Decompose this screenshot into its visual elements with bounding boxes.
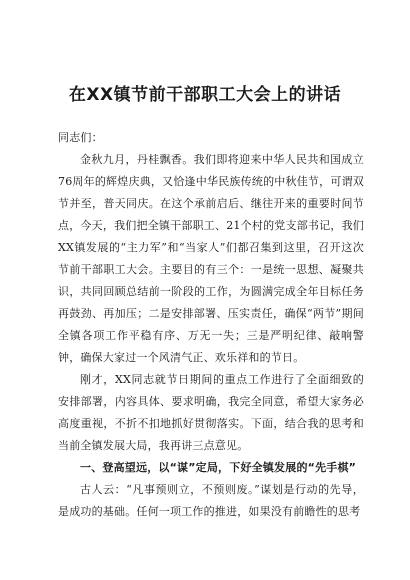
paragraph-arrangement: 刚才，XX同志就节日期间的重点工作进行了全面细致的安排部署，内容具体、要求明确，我完全同意，希望大家务必高度重视，不折不扣地抓好贯彻落实。下面，结合我的思考和当前全镇发展大局，我再讲三点意见。 — [58, 373, 364, 452]
document-body — [58, 127, 364, 523]
paragraph-section-1: 古人云：“凡事预则立，不预则废。”谋划是行动的先导，是成功的基础。任何一项工作的推进，如果没有前瞻性的思考 — [58, 483, 364, 518]
section-heading-1: 一、登高望远，以“谋”定局，下好全镇发展的“先手棋” — [80, 461, 357, 474]
paragraph-opening: 金秋九月，丹桂飘香。我们即将迎来中华人民共和国成立76周年的辉煌庆典，又恰逢中华民族传统的中秋佳节，可谓双节并至，普天同庆。在这个承前启后、继往开来的重要时间节点，今天，我们把全镇干部职工、21个村的党支部书记，我们XX镇发展的“主力军”和“当家人”们都召集到这里，召开这次节前干部职工大会。主要目的有三个：一是统一思想、凝聚共识，共同回顾总结前一阶段的工作，为圆满完成全年目标任务再鼓劲、再加压；二是安排部署、压实责任，确保“两节”期间全镇各项工作平稳有序、万无一失；三是严明纪律、敲响警钟，确保大家过一个风清气正、欢乐祥和的节日。 — [58, 153, 364, 364]
salutation: 同志们： — [58, 131, 103, 144]
document-title: 在XX镇节前干部职工大会上的讲话 — [68, 85, 342, 105]
